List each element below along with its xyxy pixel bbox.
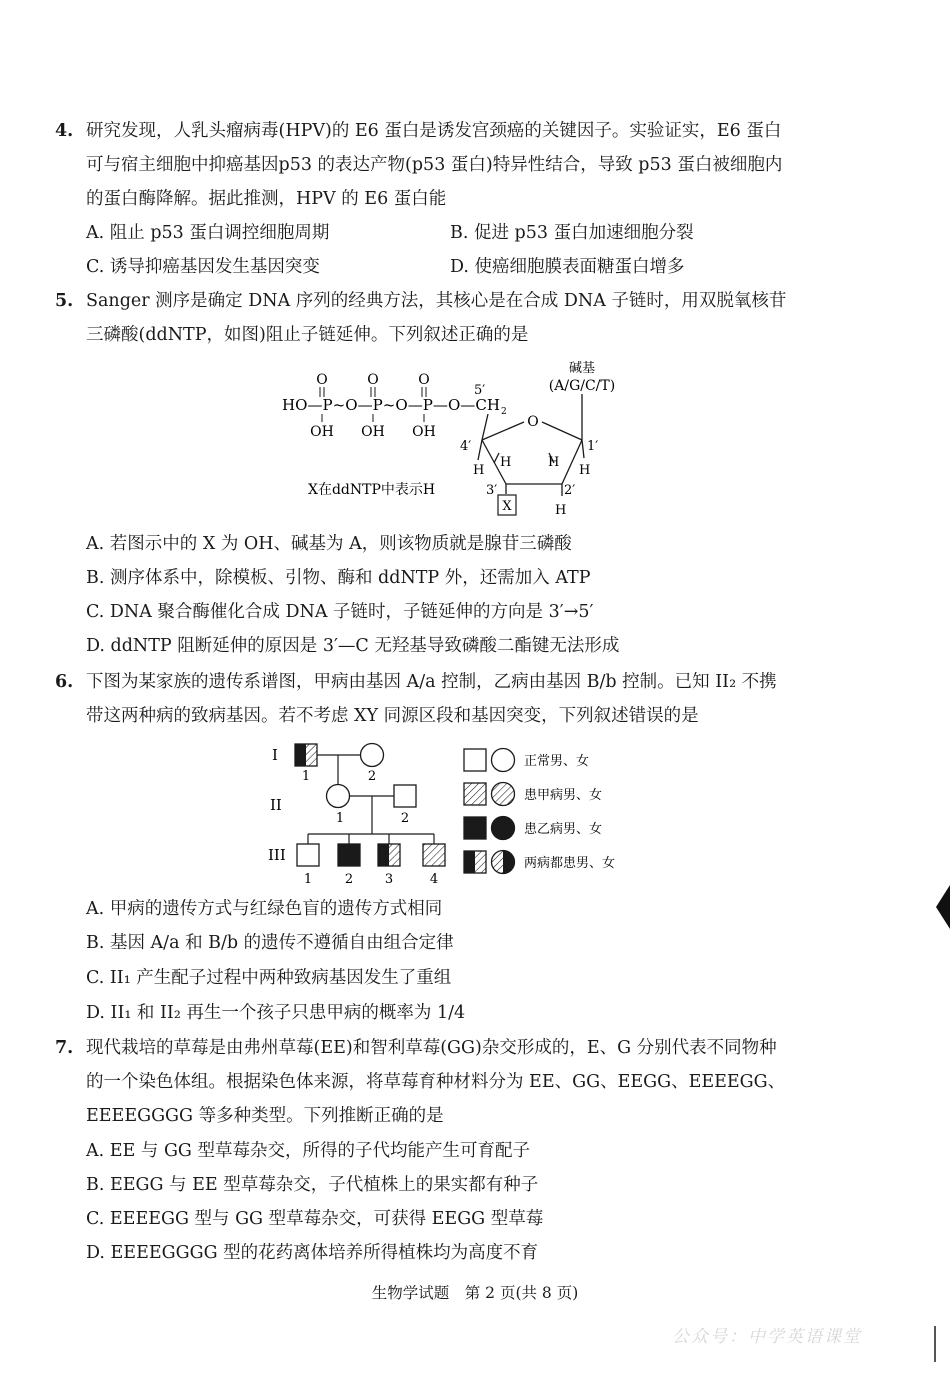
ch2-subscript: 2 [501,407,507,417]
h-c4: H [473,463,485,478]
q7-number: 7. [55,1038,74,1058]
ddntp-structure-figure [270,356,650,526]
q6-option-b: B. 基因 A/a 和 B/b 的遗传不遵循自由组合定律 [86,933,454,953]
q5-option-d: D. ddNTP 阻断延伸的原因是 3′—C 无羟基导致磷酸二酯键无法形成 [86,636,620,656]
pedigree-ii-1-normal-female [327,785,350,808]
label-ii-1: 1 [335,811,345,826]
figure-note: X在ddNTP中表示H [308,482,436,498]
q7-line-2: 的一个染色体组。根据染色体来源，将草莓育种材料分为 EE、GG、EEGG、EEEEGG、 [86,1072,786,1092]
legend-yi-text: 患乙病男、女 [524,822,603,837]
q6-option-a: A. 甲病的遗传方式与红绿色盲的遗传方式相同 [86,899,443,919]
q4-line-2: 可与宿主细胞中抑癌基因p53 的表达产物(p53 蛋白)特异性结合，导致 p53 蛋白被细胞内 [86,155,783,175]
c2-label: 2′ [564,483,576,498]
h-c3-up: H [500,455,512,470]
legend-yi [464,817,602,840]
c4-label: 4′ [460,439,472,454]
legend-jia-text: 患甲病男、女 [524,788,603,803]
legend-both-text: 两病都患男、女 [524,856,616,871]
c5-label: 5′ [474,383,486,398]
h-c2-down: H [555,503,567,518]
watermark: 公众号：中学英语课堂 [672,1327,862,1347]
pedigree-figure [262,738,662,890]
page-edge-bar [934,1326,936,1362]
oh-2: OH [361,424,385,440]
q4-number: 4. [55,121,74,141]
phosphate-o-1: O [316,372,328,388]
q7-option-c: C. EEEEGG 型与 GG 型草莓杂交，可获得 EEGG 型草莓 [86,1209,544,1229]
q4-line-3: 的蛋白酶降解。据此推测，HPV 的 E6 蛋白能 [86,189,447,209]
label-i-2: 2 [367,769,377,784]
generation-ii: II [270,796,282,814]
phosphate-o-2: O [367,372,379,388]
pedigree-iii-4-jia-male [423,844,445,866]
q7-line-3: EEEEGGGG 等多种类型。下列推断正确的是 [86,1106,444,1126]
x-label: X [502,499,512,514]
pedigree-ii-2-normal-male [394,785,416,807]
pedigree-iii-1-normal-male [297,844,319,866]
q4-option-d: D. 使癌细胞膜表面糖蛋白增多 [450,257,685,277]
c3-label: 3′ [486,483,498,498]
q5-option-c: C. DNA 聚合酶催化合成 DNA 子链时，子链延伸的方向是 3′→5′ [86,602,594,622]
oh-3: OH [412,424,436,440]
legend-normal-text: 正常男、女 [524,754,590,769]
c1-label: 1′ [587,439,599,454]
page-footer: 生物学试题 第 2 页(共 8 页) [371,1284,579,1302]
q4-option-a: A. 阻止 p53 蛋白调控细胞周期 [86,223,330,243]
label-iii-4: 4 [429,872,439,887]
legend-normal [464,749,589,772]
q5-number: 5. [55,291,74,311]
label-iii-2: 2 [344,872,354,887]
label-iii-3: 3 [384,872,394,887]
h-c2-up: H [548,455,560,470]
generation-i: I [272,746,278,764]
pedigree-iii-2-yi-male [338,844,360,866]
double-bonds [320,387,426,397]
q6-line-1: 下图为某家族的遗传系谱图，甲病由基因 A/a 控制，乙病由基因 B/b 控制。已知 II₂ 不携 [86,672,777,692]
q7-option-b: B. EEGG 与 EE 型草莓杂交，子代植株上的果实都有种子 [86,1175,539,1195]
base-label: 碱基 [568,361,596,376]
phosphate-chain: HO—P~O—P~O—P—O—CH [282,398,500,414]
q7-option-a: A. EE 与 GG 型草莓杂交，所得的子代均能产生可育配子 [86,1141,530,1161]
oh-1: OH [310,424,334,440]
q5-option-a: A. 若图示中的 X 为 OH、碱基为 A，则该物质就是腺苷三磷酸 [86,534,572,554]
ring-oxygen: O [527,414,539,430]
legend-both [464,851,615,874]
pedigree-iii-3-both-male [378,844,400,866]
q7-line-1: 现代栽培的草莓是由弗州草莓(EE)和智利草莓(GG)杂交形成的，E、G 分别代表不同物种 [86,1038,777,1058]
generation-iii: III [268,846,286,864]
q6-number: 6. [55,672,74,692]
q5-line-1: Sanger 测序是确定 DNA 序列的经典方法，其核心是在合成 DNA 子链时，用双脱氧核苷 [86,291,787,311]
q5-option-b: B. 测序体系中，除模板、引物、酶和 ddNTP 外，还需加入 ATP [86,568,591,588]
label-i-1: 1 [301,769,311,784]
q5-line-2: 三磷酸(ddNTP，如图)阻止子链延伸。下列叙述正确的是 [86,325,529,345]
q6-line-2: 带这两种病的致病基因。若不考虑 XY 同源区段和基因突变，下列叙述错误的是 [86,706,699,726]
page-edge-tab [936,885,950,929]
q6-option-d: D. II₁ 和 II₂ 再生一个孩子只患甲病的概率为 1/4 [86,1003,466,1023]
q4-line-1: 研究发现，人乳头瘤病毒(HPV)的 E6 蛋白是诱发宫颈癌的关键因子。实验证实，E6 蛋白 [86,121,782,141]
q4-option-c: C. 诱导抑癌基因发生基因突变 [86,257,320,277]
oh-bonds [322,414,424,422]
q4-option-b: B. 促进 p53 蛋白加速细胞分裂 [450,223,694,243]
q6-option-c: C. II₁ 产生配子过程中两种致病基因发生了重组 [86,968,452,988]
q7-option-d: D. EEEEGGGG 型的花药离体培养所得植株均为高度不育 [86,1243,539,1263]
base-types: (A/G/C/T) [548,378,616,394]
legend-jia [464,783,602,806]
label-iii-1: 1 [303,872,313,887]
pedigree-i-1-both-male [295,744,317,766]
h-c1: H [579,463,591,478]
pedigree-i-2-normal-female [361,744,384,767]
phosphate-o-3: O [418,372,430,388]
label-ii-2: 2 [400,811,410,826]
